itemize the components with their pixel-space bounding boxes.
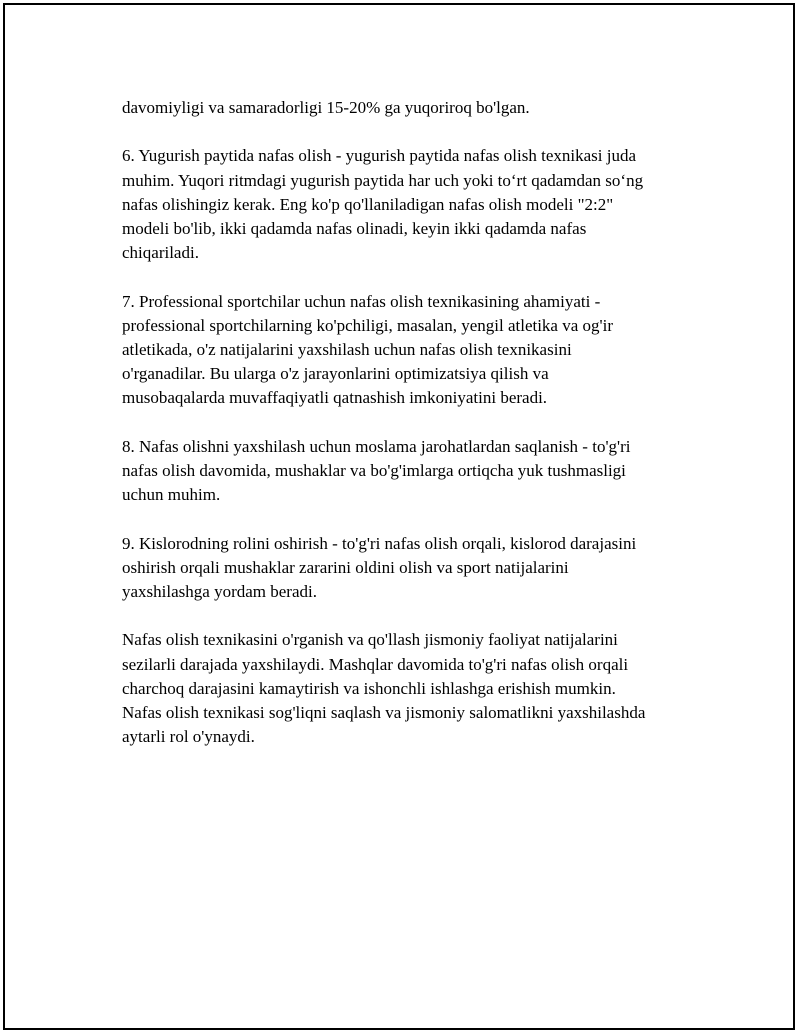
paragraph-item-9 [122,532,702,605]
text-line: oshirish orqali mushaklar zararini oldini olish va sport natijalarini [122,557,569,577]
document-body [122,96,702,774]
text-line: uchun muhim. [122,485,221,505]
text-line: davomiyligi va samaradorligi 15-20% ga yuqoriroq bo'lgan. [122,98,530,117]
text-line: charchoq darajasini kamaytirish va ishonchli ishlashga erishish mumkin. [122,678,616,698]
text-line: atletikada, o'z natijalarini yaxshilash uchun nafas olish texnikasini [122,340,572,359]
text-line: 7. Professional sportchilar uchun nafas olish texnikasining ahamiyati - [122,291,601,311]
text-line: musobaqalarda muvaffaqiyatli qatnashish imkoniyatini beradi. [122,388,548,408]
text-line: professional sportchilarning ko'pchiligi, masalan, yengil atletika va og'ir [122,315,613,335]
paragraph-conclusion [122,628,702,749]
paragraph-item-8 [122,435,702,508]
paragraph-intro-continuation [122,96,702,120]
text-line: Nafas olish texnikasi sog'liqni saqlash va jismoniy salomatlikni yaxshilashda [122,703,646,722]
text-line: o'rganadilar. Bu ularga o'z jarayonlarini optimizatsiya qilish va [122,364,549,384]
paragraph-item-6 [122,144,702,265]
text-line: sezilarli darajada yaxshilaydi. Mashqlar davomida to'g'ri nafas olish orqali [122,654,629,674]
text-line: muhim. Yuqori ritmdagi yugurish paytida har uch yoki to‘rt qadamdan so‘ng [122,170,644,190]
text-line: chiqariladi. [122,243,199,263]
text-line: nafas olishingiz kerak. Eng ko'p qo'llaniladigan nafas olish modeli "2:2" [122,194,614,214]
text-line: 6. Yugurish paytida nafas olish - yugurish paytida nafas olish texnikasi juda [122,146,637,166]
text-line: nafas olish davomida, mushaklar va bo'g'imlarga ortiqcha yuk tushmasligi [122,461,626,480]
text-line: 8. Nafas olishni yaxshilash uchun moslama jarohatlardan saqlanish - to'g'ri [122,436,631,456]
text-line: 9. Kislorodning rolini oshirish - to'g'ri nafas olish orqali, kislorod darajasini [122,533,637,553]
text-line: Nafas olish texnikasini o'rganish va qo'llash jismoniy faoliyat natijalarini [122,630,618,650]
page-frame [3,3,795,1030]
text-line: yaxshilashga yordam beradi. [122,582,317,601]
paragraph-item-7 [122,290,702,411]
text-line: aytarli rol o'ynaydi. [122,727,255,747]
text-line: modeli bo'lib, ikki qadamda nafas olinadi, keyin ikki qadamda nafas [122,219,587,238]
